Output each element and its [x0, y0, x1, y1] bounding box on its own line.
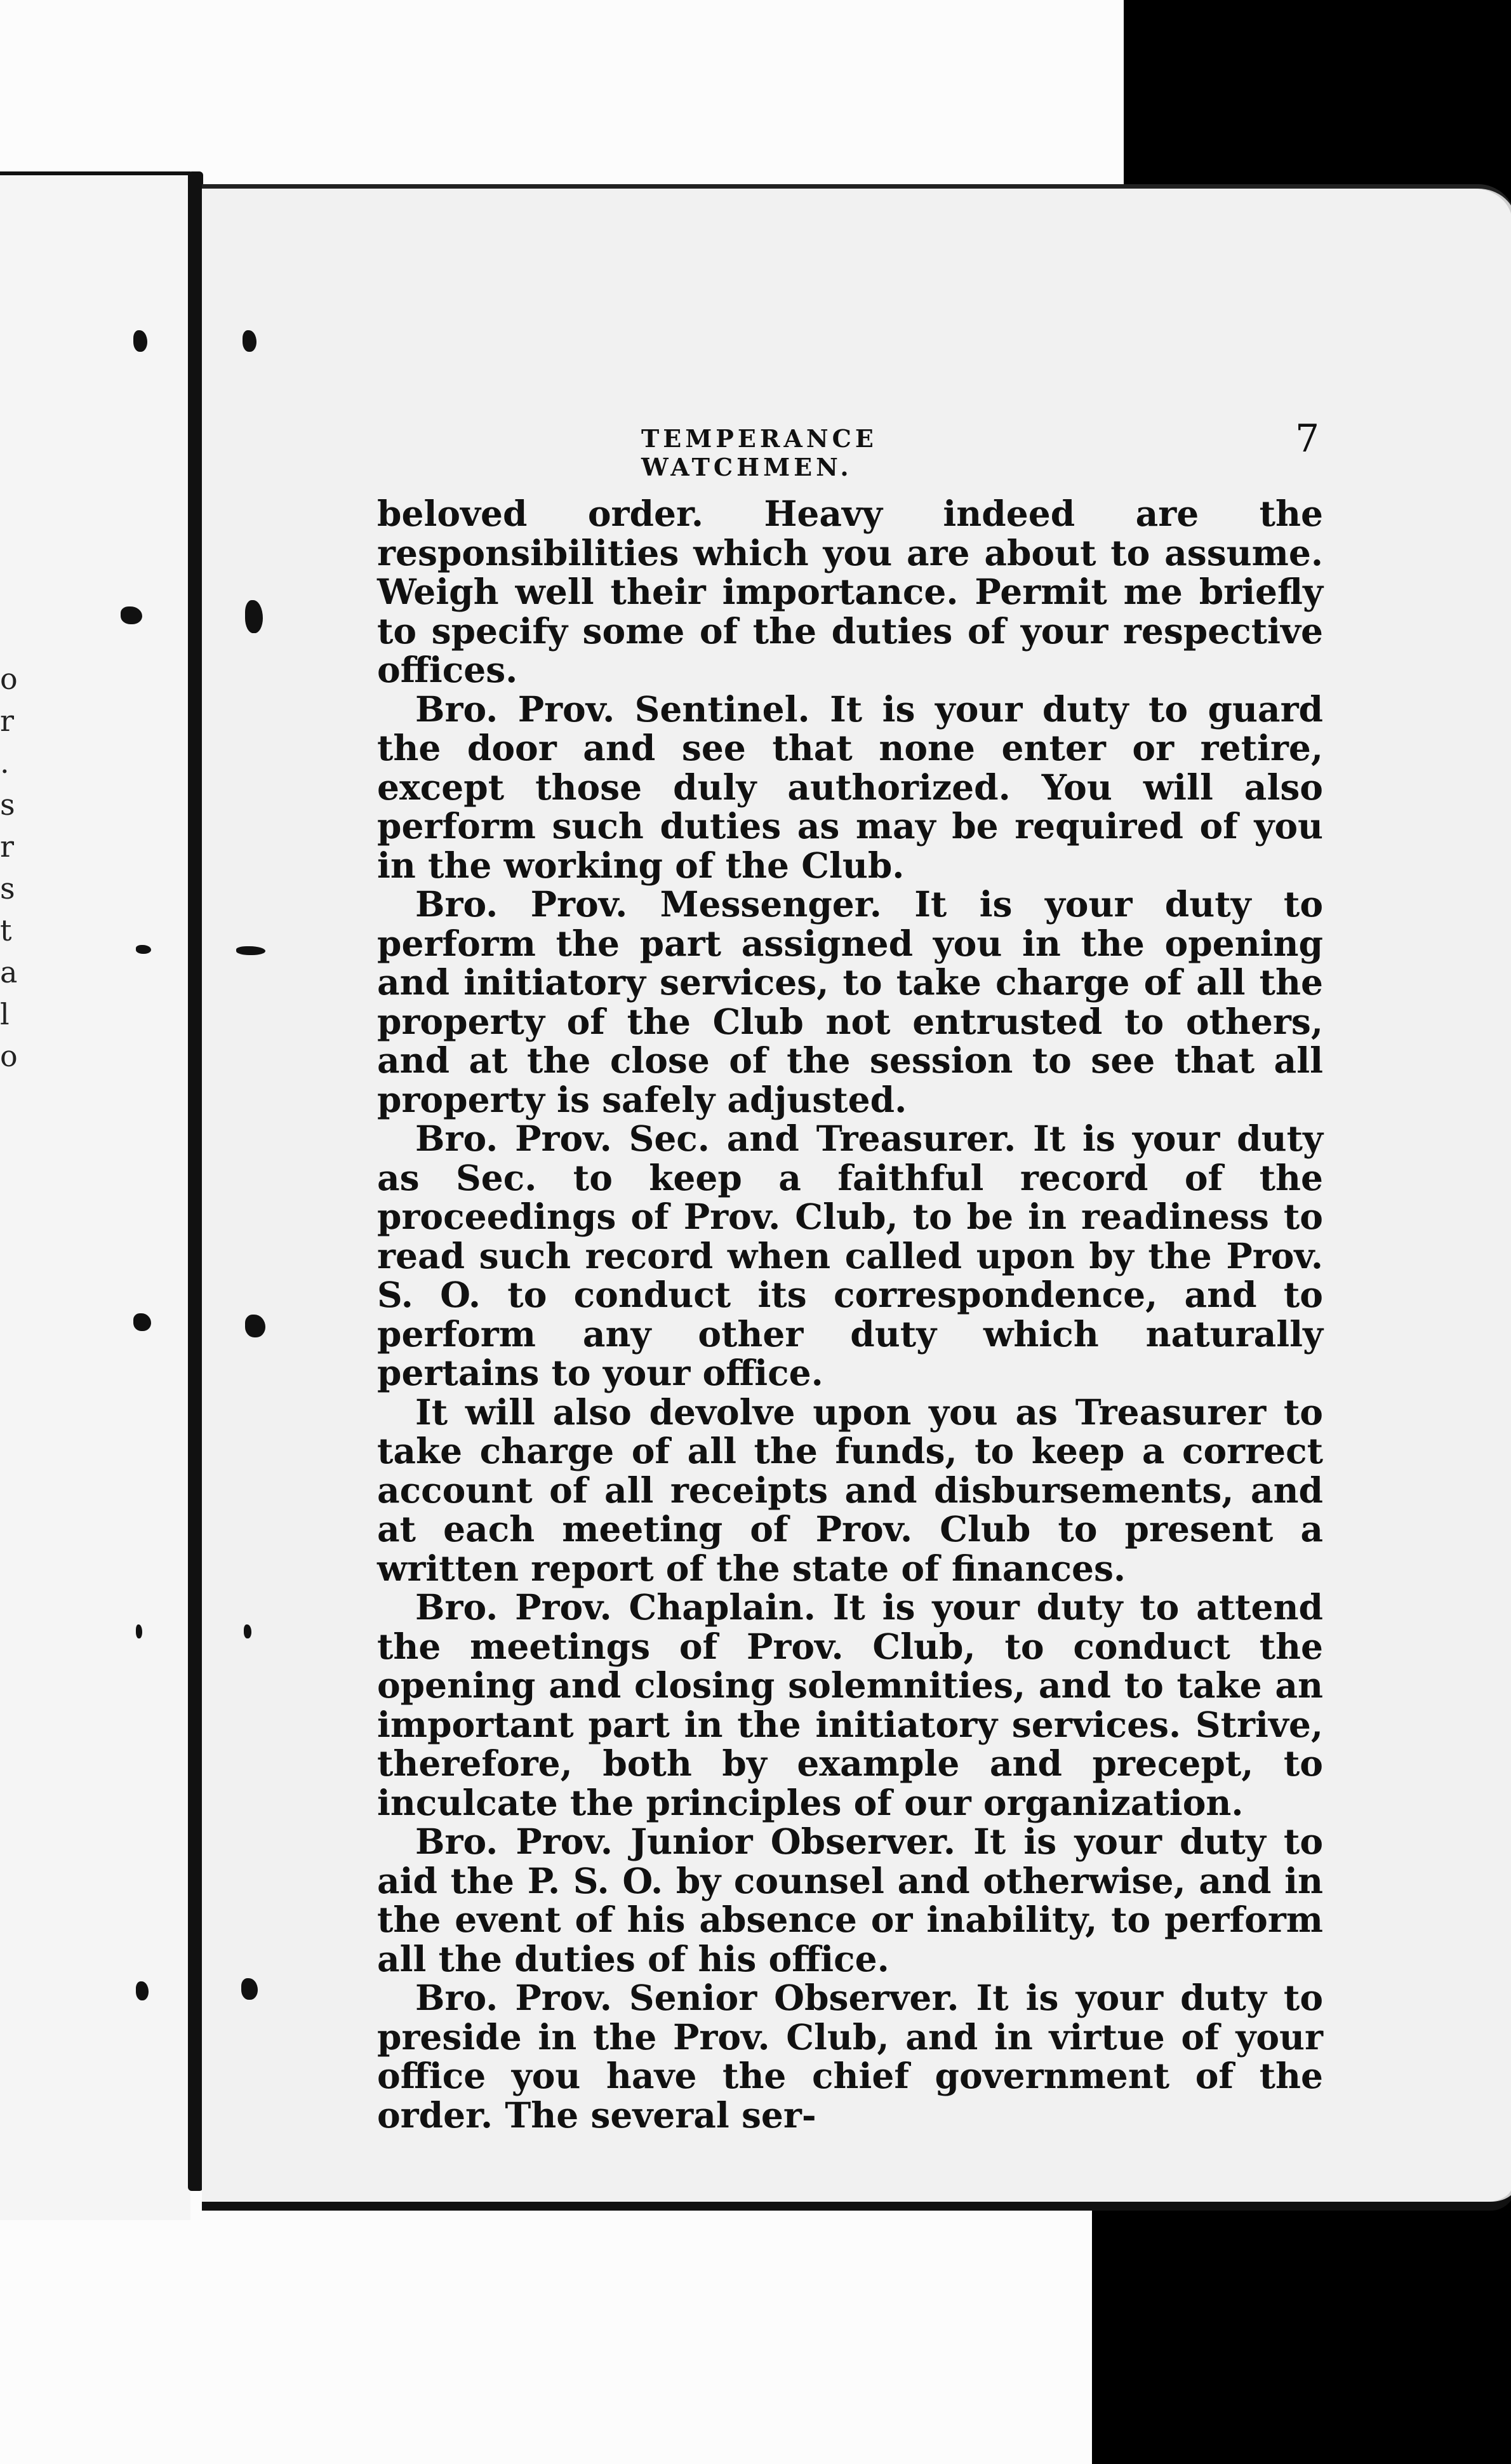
paragraph: Bro. Prov. Sec. and Treasurer. It is your duty as Sec. to keep a faithful record of the proceedings of Prov. Club, to be in readiness to read such record when called upon by the Prov. S. O. to conduct its correspondence, and to perform any other duty which naturally pertains to your office. — [377, 1118, 1323, 1393]
edge-char: r — [0, 829, 14, 864]
running-head: TEMPERANCE WATCHMEN. — [641, 424, 877, 481]
stitch-hole-mark — [136, 1624, 142, 1638]
stitch-hole-mark — [136, 945, 151, 954]
stitch-hole-mark — [133, 330, 147, 352]
scanner-bed-top — [1124, 0, 1511, 191]
edge-char: s — [0, 787, 15, 822]
stitch-hole-mark — [243, 330, 256, 352]
edge-char: s — [0, 871, 15, 906]
edge-char: o — [0, 662, 18, 696]
page-number: 7 — [1295, 417, 1320, 461]
edge-char: l — [0, 997, 10, 1031]
paragraph: Bro. Prov. Junior Observer. It is your duty to aid the P. S. O. by counsel and otherwise, and in the event of his absence or inability, to perform all the duties of his office. — [377, 1821, 1323, 1979]
scanner-shadow — [1219, 2223, 1511, 2464]
edge-char: o — [0, 1039, 18, 1073]
paragraph: It will also devolve upon you as Treasurer to take charge of all the funds, to keep a correct account of all receipts and disbursements, and at each meeting of Prov. Club to present a written report of the state of finances. — [377, 1391, 1323, 1589]
paragraph: Bro. Prov. Chaplain. It is your duty to attend the meetings of Prov. Club, to conduct the opening and closing solemnities, and to take an important part in the initiatory services. Strive, therefore, both by example and precept, to inculcate the principles of our organization. — [377, 1586, 1323, 1823]
page-body-text — [377, 494, 1323, 2134]
paragraph: Bro. Prov. Senior Observer. It is your duty to preside in the Prov. Club, and in virtue of your office you have the chief government of the order. The several ser- — [377, 1977, 1323, 2136]
stitch-hole-mark — [136, 1981, 149, 2000]
edge-char: . — [0, 746, 10, 780]
paragraph: Bro. Prov. Sentinel. It is your duty to guard the door and see that none enter or retire, except those duly authorized. You will also perform such duties as may be required of you in the working of the Club. — [377, 688, 1323, 886]
paragraph: beloved order. Heavy indeed are the responsibilities which you are about to assume. Weigh well their importance. Permit me briefly to specify some of the duties of your respective offices. — [377, 493, 1323, 690]
paragraph: Bro. Prov. Messenger. It is your duty to perform the part assigned you in the opening and initiatory services, to take charge of all the property of the Club not entrusted to others, and at the close of the session to see that all property is safely adjusted. — [377, 883, 1323, 1120]
stitch-hole-mark — [121, 606, 142, 624]
book-spine — [188, 171, 203, 2191]
stitch-hole-mark — [236, 946, 265, 955]
stitch-hole-mark — [241, 1978, 258, 2000]
facing-page — [0, 171, 190, 2220]
facing-page-edge-text — [0, 658, 25, 1077]
stitch-hole-mark — [245, 1315, 265, 1337]
edge-char: a — [0, 955, 18, 989]
stitch-hole-mark — [133, 1313, 151, 1331]
edge-char: t — [0, 913, 12, 947]
stitch-hole-mark — [244, 1624, 251, 1638]
edge-char: r — [0, 704, 14, 738]
